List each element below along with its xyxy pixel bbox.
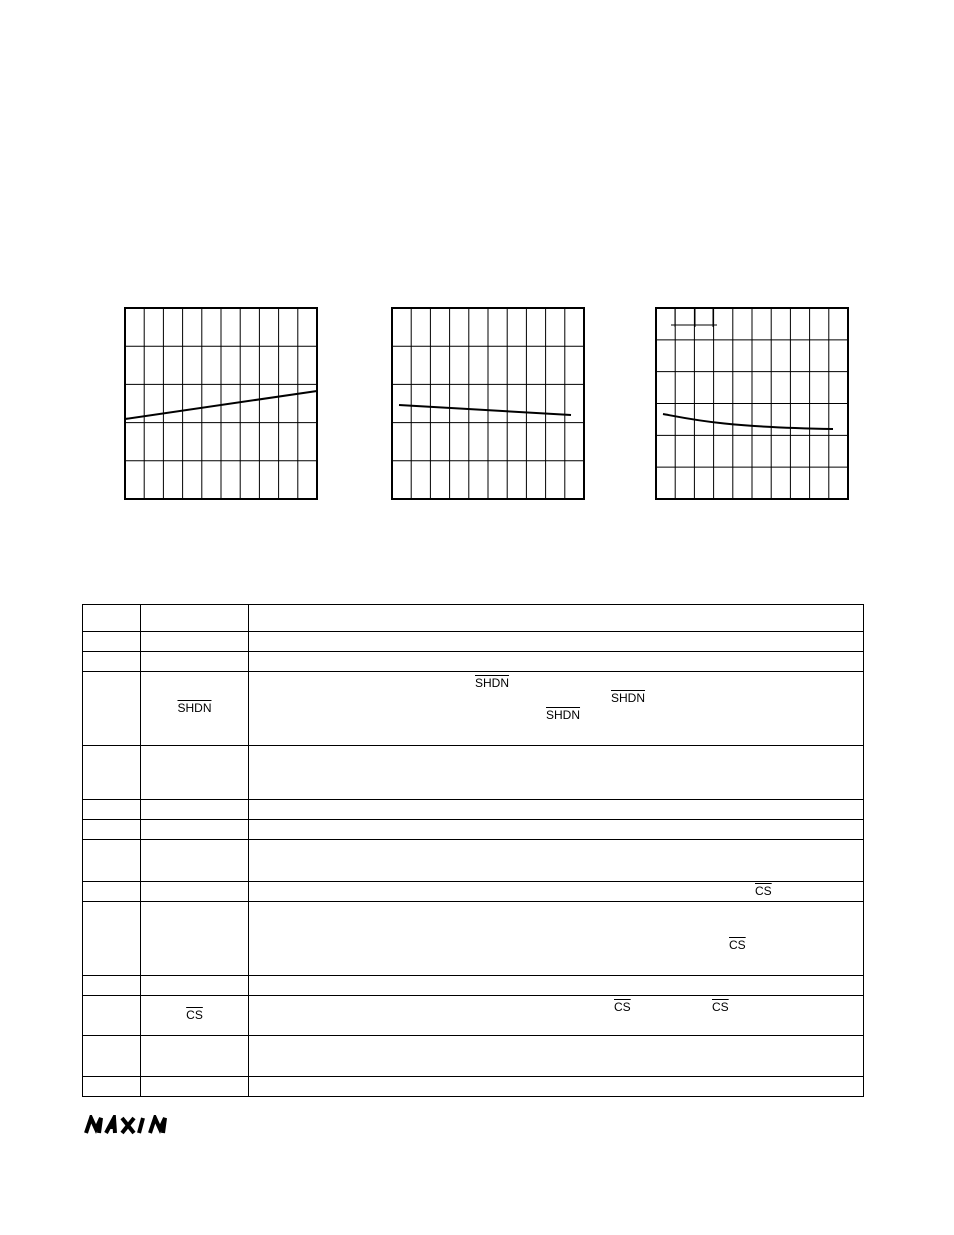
table-row <box>83 840 864 881</box>
table-header-row <box>83 605 864 632</box>
table-row <box>83 672 864 746</box>
plot-3-grid <box>656 308 848 499</box>
table-row <box>83 800 864 820</box>
pin-name-shdn: SHDN <box>177 701 212 716</box>
shdn-ref-1: SHDN <box>475 676 510 691</box>
plot-3 <box>655 307 850 501</box>
plot-2-grid <box>392 308 584 499</box>
table-row <box>83 975 864 995</box>
cs-ref-1: $\overline{CS}$ <box>755 883 772 898</box>
table-row <box>83 1076 864 1096</box>
table-row <box>83 995 864 1035</box>
maxim-logo <box>84 1115 194 1137</box>
cs-ref-3: $\overline{CS}$ <box>614 999 631 1014</box>
cs-ref-2: $\overline{CS}$ <box>729 937 746 952</box>
table-row <box>83 746 864 800</box>
plot-1 <box>124 307 319 501</box>
maxim-logo-mark <box>86 1118 165 1133</box>
table-row <box>83 632 864 652</box>
pin-name-cs: $\overline{CS}$ <box>186 1007 203 1022</box>
table-row <box>83 820 864 840</box>
svg-text:MAXIM: MAXIM <box>84 1135 91 1137</box>
cs-ref-4: $\overline{CS}$ <box>712 999 729 1014</box>
shdn-ref-3: SHDN <box>546 708 581 723</box>
table-row <box>83 901 864 975</box>
plot-2 <box>391 307 586 501</box>
table-row <box>83 1035 864 1076</box>
table-row <box>83 881 864 901</box>
shdn-ref-2: SHDN <box>611 691 646 706</box>
table-row <box>83 652 864 672</box>
pin-description-table <box>82 604 864 1097</box>
plot-1-grid <box>125 308 317 499</box>
plot-3-curve <box>663 414 833 429</box>
